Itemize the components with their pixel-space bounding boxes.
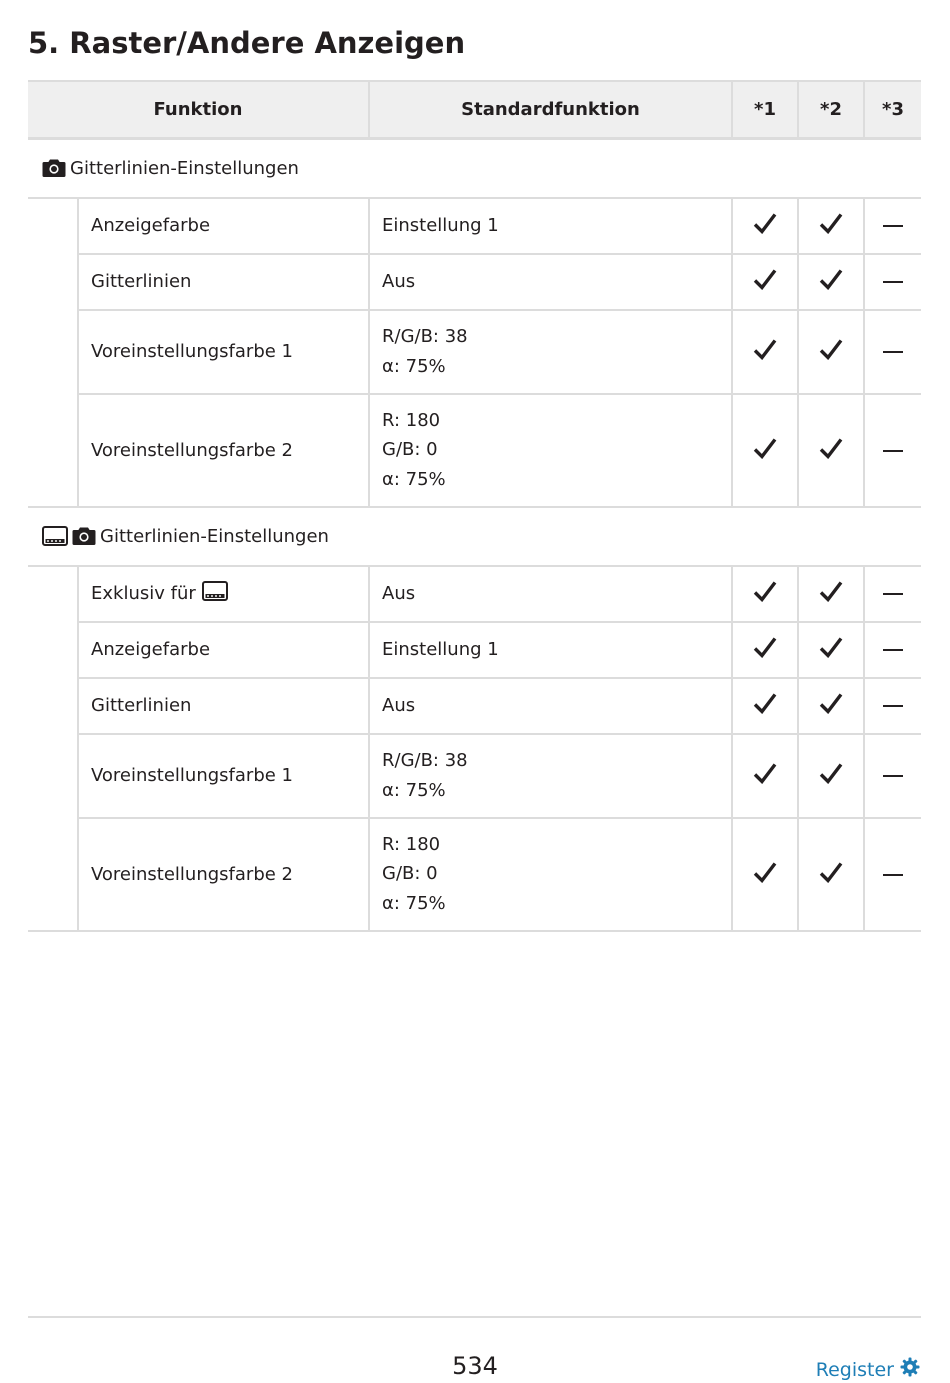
row-indent	[28, 566, 78, 622]
check-icon	[819, 698, 843, 719]
function-cell	[78, 198, 369, 254]
table-row	[28, 678, 921, 734]
dash-icon	[883, 225, 903, 227]
table-row	[28, 254, 921, 310]
function-label: Exklusiv für	[91, 583, 196, 604]
default-value-line: α: 75%	[382, 892, 446, 914]
default-value-line: Aus	[382, 270, 416, 292]
default-cell	[369, 678, 732, 734]
mode-2-cell	[798, 622, 864, 678]
mode-3-cell	[864, 566, 921, 622]
mode-3-cell	[864, 818, 921, 931]
mode-3-cell	[864, 394, 921, 507]
dash-icon	[883, 705, 903, 707]
default-value-line: Einstellung 1	[382, 214, 499, 236]
function-label: Gitterlinien	[91, 271, 192, 292]
default-value-line: Einstellung 1	[382, 638, 499, 660]
table-row	[28, 310, 921, 394]
function-label: Voreinstellungsfarbe 1	[91, 341, 293, 362]
default-cell	[369, 734, 732, 818]
group-header-cell	[28, 138, 921, 198]
group-header	[42, 158, 921, 179]
gear-icon	[900, 1357, 920, 1382]
camera-icon	[72, 526, 96, 546]
dash-icon	[883, 874, 903, 876]
header-default: Standardfunktion	[369, 81, 732, 138]
header-mode-2: *2	[798, 81, 864, 138]
function-cell	[78, 394, 369, 507]
check-icon	[819, 443, 843, 464]
register-label: Register	[815, 1358, 894, 1381]
function-cell	[78, 678, 369, 734]
table-header-row	[28, 81, 921, 138]
group-header	[42, 526, 921, 547]
check-icon	[753, 586, 777, 607]
function-label: Voreinstellungsfarbe 2	[91, 439, 293, 461]
row-indent	[28, 310, 78, 394]
table-row	[28, 734, 921, 818]
page-number: 534	[452, 1352, 498, 1380]
group-label: Gitterlinien-Einstellungen	[100, 525, 329, 547]
default-value-line: G/B: 0	[382, 863, 438, 885]
mode-3-cell	[864, 310, 921, 394]
table-row	[28, 818, 921, 931]
default-value-line: R: 180	[382, 833, 441, 855]
mode-2-cell	[798, 678, 864, 734]
table-row	[28, 622, 921, 678]
mode-1-cell	[732, 734, 798, 818]
mode-3-cell	[864, 198, 921, 254]
mode-1-cell	[732, 622, 798, 678]
mode-1-cell	[732, 394, 798, 507]
function-cell	[78, 818, 369, 931]
settings-table	[28, 80, 921, 932]
mode-3-cell	[864, 622, 921, 678]
group-label: Gitterlinien-Einstellungen	[70, 157, 299, 179]
dash-icon	[883, 649, 903, 651]
default-cell	[369, 198, 732, 254]
row-indent	[28, 198, 78, 254]
check-icon	[819, 586, 843, 607]
check-icon	[819, 642, 843, 663]
mode-2-cell	[798, 566, 864, 622]
dash-icon	[883, 450, 903, 452]
mode-2-cell	[798, 198, 864, 254]
function-label: Anzeigefarbe	[91, 639, 211, 660]
default-cell	[369, 622, 732, 678]
check-icon	[753, 698, 777, 719]
mode-3-cell	[864, 678, 921, 734]
function-label: Voreinstellungsfarbe 2	[91, 863, 293, 885]
mode-2-cell	[798, 734, 864, 818]
group-row	[28, 138, 921, 198]
monitor-icon	[42, 526, 68, 546]
mode-3-cell	[864, 734, 921, 818]
mode-3-cell	[864, 254, 921, 310]
mode-1-cell	[732, 566, 798, 622]
function-cell	[78, 734, 369, 818]
default-cell	[369, 310, 732, 394]
mode-2-cell	[798, 394, 864, 507]
default-value-line: Aus	[382, 694, 416, 716]
function-label: Voreinstellungsfarbe 1	[91, 765, 293, 786]
check-icon	[819, 344, 843, 365]
function-label: Gitterlinien	[91, 695, 192, 716]
default-value-line: Aus	[382, 582, 416, 604]
check-icon	[819, 768, 843, 789]
default-value-line: α: 75%	[382, 779, 446, 801]
row-indent	[28, 254, 78, 310]
row-indent	[28, 818, 78, 931]
footer-divider	[28, 1316, 921, 1318]
check-icon	[753, 768, 777, 789]
check-icon	[819, 218, 843, 239]
table-row	[28, 394, 921, 507]
header-mode-1: *1	[732, 81, 798, 138]
register-link[interactable]	[816, 1357, 920, 1382]
row-indent	[28, 734, 78, 818]
table-row	[28, 566, 921, 622]
check-icon	[753, 218, 777, 239]
check-icon	[819, 867, 843, 888]
check-icon	[819, 274, 843, 295]
page-title: 5. Raster/Andere Anzeigen	[28, 26, 466, 60]
check-icon	[753, 867, 777, 888]
mode-2-cell	[798, 254, 864, 310]
default-cell	[369, 818, 732, 931]
check-icon	[753, 443, 777, 464]
table-row	[28, 198, 921, 254]
default-value-line: R: 180	[382, 409, 441, 431]
default-cell	[369, 566, 732, 622]
mode-2-cell	[798, 818, 864, 931]
check-icon	[753, 344, 777, 365]
default-cell	[369, 394, 732, 507]
mode-1-cell	[732, 198, 798, 254]
row-indent	[28, 394, 78, 507]
dash-icon	[883, 593, 903, 595]
mode-1-cell	[732, 310, 798, 394]
group-row	[28, 507, 921, 566]
function-cell	[78, 254, 369, 310]
function-cell	[78, 310, 369, 394]
group-header-cell	[28, 507, 921, 566]
default-value-line: α: 75%	[382, 355, 446, 377]
function-cell	[78, 566, 369, 622]
row-indent	[28, 678, 78, 734]
table-body	[28, 138, 921, 931]
mode-2-cell	[798, 310, 864, 394]
mode-1-cell	[732, 678, 798, 734]
monitor-icon	[202, 581, 228, 606]
camera-icon	[42, 158, 66, 178]
function-label: Anzeigefarbe	[91, 215, 211, 236]
default-value-line: R/G/B: 38	[382, 750, 468, 771]
check-icon	[753, 274, 777, 295]
dash-icon	[883, 281, 903, 283]
check-icon	[753, 642, 777, 663]
default-cell	[369, 254, 732, 310]
mode-1-cell	[732, 818, 798, 931]
mode-1-cell	[732, 254, 798, 310]
default-value-line: G/B: 0	[382, 439, 438, 461]
header-function: Funktion	[28, 81, 369, 138]
dash-icon	[883, 775, 903, 777]
default-value-line: α: 75%	[382, 468, 446, 490]
header-mode-3: *3	[864, 81, 921, 138]
function-cell	[78, 622, 369, 678]
dash-icon	[883, 351, 903, 353]
row-indent	[28, 622, 78, 678]
default-value-line: R/G/B: 38	[382, 326, 468, 347]
